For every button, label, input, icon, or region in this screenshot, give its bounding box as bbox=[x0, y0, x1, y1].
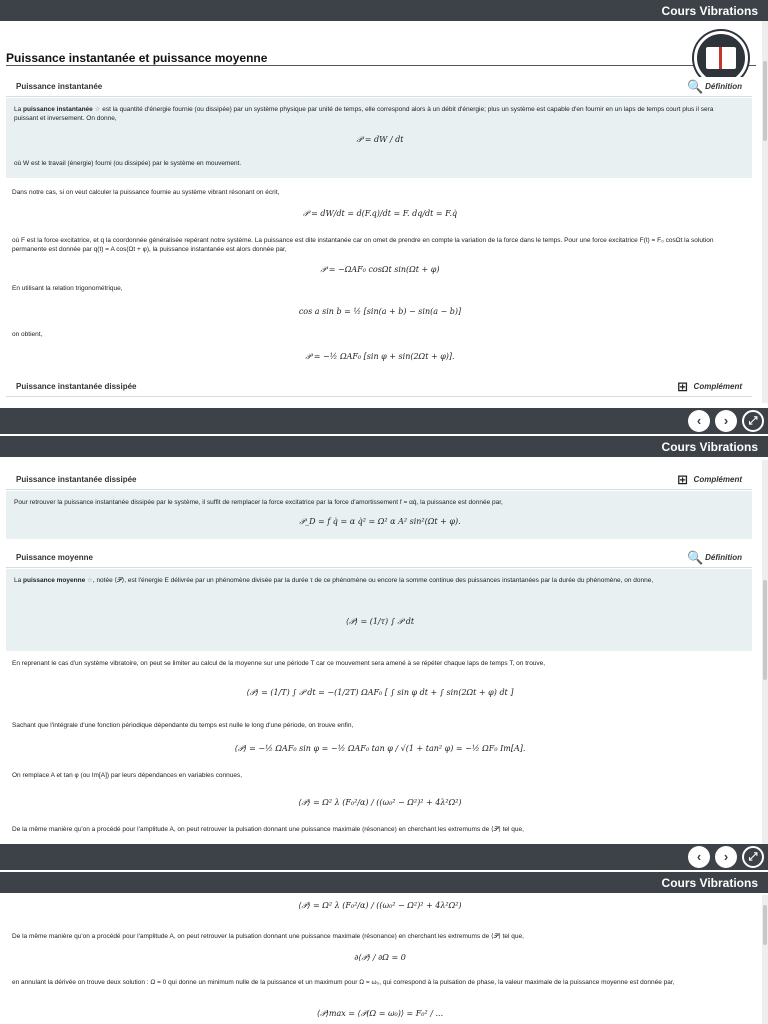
paragraph: où F est la force excitatrice, et q la coordonnée généralisée repérant notre système. La puissance est dite instantanée car on omet de prendre en compte la variation de la force dans le temps. Pour une force excitatrice F(t) = F₀ cosΩt la solution permanente est donnée par q(t) = A cos(Ωt + φ), la puissance instantanée est alors donnée par, bbox=[12, 237, 714, 253]
equation: ⟨𝒫⟩ = −½ ΩAF₀ sin φ = −½ ΩAF₀ tan φ / √(1 + tan² φ) = −½ ΩF₀ Im[A]. bbox=[234, 744, 526, 753]
paragraph: où W est le travail (énergie) fourni (ou dissipée) par le système en mouvement. bbox=[14, 160, 242, 167]
app-title: Cours Vibrations bbox=[661, 4, 758, 18]
box-label: Puissance instantanée dissipée bbox=[16, 475, 137, 484]
previous-page-button[interactable]: ‹ bbox=[688, 410, 710, 432]
box-body-complement bbox=[6, 491, 752, 539]
equation: 𝒫 = dW/dt = d(F.q)/dt = F. dq/dt = F.q̇ bbox=[302, 209, 458, 218]
fullscreen-button[interactable]: ⤢ bbox=[742, 410, 764, 432]
equation: ⟨𝒫⟩ = Ω² λ (F₀²/α) / ((ω₀² − Ω²)² + 4λ²Ω²) bbox=[298, 901, 462, 910]
paragraph: Sachant que l'intégrale d'une fonction périodique dépendante du temps est nulle le long d'une période, on trouve enfin, bbox=[12, 722, 354, 729]
equation: ⟨𝒫⟩ = (1/T) ∫ 𝒫 dt = −(1/2T) ΩAF₀ [ ∫ sin φ dt + ∫ sin(2Ωt + φ) dt ] bbox=[246, 688, 514, 697]
equation: 𝒫 = dW / dt bbox=[356, 135, 404, 144]
box-body-definition bbox=[6, 98, 752, 178]
box-header-definition bbox=[6, 548, 752, 568]
complement-tag[interactable]: ⊞ Complément bbox=[677, 379, 742, 394]
scrollbar[interactable] bbox=[762, 460, 768, 844]
magnifier-icon: 🔍 bbox=[687, 550, 704, 565]
page-title: Puissance instantanée et puissance moyenne bbox=[6, 51, 268, 65]
paragraph: En utilisant la relation trigonométrique, bbox=[12, 285, 123, 292]
box-label: Puissance instantanée bbox=[16, 82, 103, 91]
box-header-complement bbox=[6, 470, 752, 490]
magnifier-icon: 🔍 bbox=[687, 79, 704, 94]
box-label: Puissance moyenne bbox=[16, 553, 93, 562]
box-header-complement bbox=[6, 377, 752, 397]
previous-page-button[interactable]: ‹ bbox=[688, 846, 710, 868]
page-panel-3[interactable] bbox=[0, 895, 768, 1024]
paragraph: De la même manière qu'on a procédé pour l'amplitude A, on peut retrouver la pulsation donnant une puissance maximale (résonance) en cherchant les extremums de ⟨𝒫⟩ tel que, bbox=[12, 933, 524, 940]
equation: ⟨𝒫⟩max = ⟨𝒫(Ω = ω₀)⟩ = F₀² / ... bbox=[316, 1009, 444, 1018]
definition-tag[interactable]: 🔍 Définition bbox=[687, 79, 742, 94]
paragraph: On remplace A et tan φ (ou Im[A]) par leurs dépendances en variables connues, bbox=[12, 772, 243, 779]
page-panel-2[interactable] bbox=[0, 460, 768, 844]
paragraph: on obtient, bbox=[12, 331, 43, 338]
box-header-definition bbox=[6, 77, 752, 97]
equation: 𝒫 = −½ ΩAF₀ [sin φ + sin(2Ωt + φ)]. bbox=[305, 352, 455, 361]
equation: 𝒫_D = f q̇ = α q̇² = Ω² α A² sin²(Ωt + φ). bbox=[299, 517, 461, 526]
definition-tag[interactable]: 🔍 Définition bbox=[687, 550, 742, 565]
paragraph: La puissance moyenne ☆, notée ⟨𝒫⟩, est l'énergie E délivrée par un phénomène divisée par la durée τ de ce phénomène ou encore la somme continue des puissances instantanées par la durée du phénomène, on donne, bbox=[14, 577, 654, 584]
scrollbar[interactable] bbox=[762, 895, 768, 1024]
equation: ∂⟨𝒫⟩ / ∂Ω = 0 bbox=[354, 953, 406, 962]
add-document-icon: ⊞ bbox=[677, 472, 688, 487]
complement-tag[interactable]: ⊞ Complément bbox=[677, 472, 742, 487]
fullscreen-button[interactable]: ⤢ bbox=[742, 846, 764, 868]
scrollbar[interactable] bbox=[762, 21, 768, 403]
page-panel-1[interactable] bbox=[0, 21, 768, 403]
next-page-button[interactable]: › bbox=[715, 846, 737, 868]
paragraph: En reprenant le cas d'un système vibratoire, on peut se limiter au calcul de la moyenne sur une période T car ce mouvement sera amené à se répéter chaque laps de temps T, on trouve, bbox=[12, 660, 546, 667]
paragraph: en annulant la dérivée on trouve deux solution : Ω = 0 qui donne un minimum nulle de la puissance et un maximum pour Ω = ω₀, qui correspond à la pulsation de phase, la valeur maximale de la puissance moyenne est donnée par, bbox=[12, 979, 675, 986]
box-body-definition bbox=[6, 569, 752, 651]
app-title: Cours Vibrations bbox=[661, 440, 758, 454]
box-label: Puissance instantanée dissipée bbox=[16, 382, 137, 391]
title-bar-3 bbox=[0, 872, 768, 893]
paragraph: Pour retrouver la puissance instantanée dissipée par le système, il suffit de remplacer la force excitatrice par la force d'amortissement f = αq̇, la puissance est donnée par, bbox=[14, 499, 503, 506]
paragraph: La puissance instantanée ☆ est la quantité d'énergie fournie (ou dissipée) par un système physique par unité de temps, elle correspond alors à un débit d'énergie; plus un système est capable d'en fournir en un laps de temps court plus il sera puissant et inversement. On donne, bbox=[14, 106, 714, 122]
title-bar-2 bbox=[0, 436, 768, 457]
equation: ⟨𝒫⟩ = (1/τ) ∫ 𝒫 dt bbox=[345, 617, 415, 626]
next-page-button[interactable]: › bbox=[715, 410, 737, 432]
paragraph: Dans notre cas, si on veut calculer la puissance fournie au système vibrant résonant on écrit, bbox=[12, 189, 280, 196]
nav-bar-2 bbox=[0, 844, 768, 870]
equation: 𝒫 = −ΩAF₀ cosΩt sin(Ωt + φ) bbox=[320, 265, 440, 274]
equation: ⟨𝒫⟩ = Ω² λ (F₀²/α) / ((ω₀² − Ω²)² + 4λ²Ω²) bbox=[298, 798, 462, 807]
add-document-icon: ⊞ bbox=[677, 379, 688, 394]
title-bar-1 bbox=[0, 0, 768, 21]
paragraph: De la même manière qu'on a procédé pour l'amplitude A, on peut retrouver la pulsation donnant une puissance maximale (résonance) en cherchant les extremums de ⟨𝒫⟩ tel que, bbox=[12, 826, 524, 833]
nav-bar-1 bbox=[0, 408, 768, 434]
title-divider bbox=[6, 65, 756, 66]
equation: cos a sin b = ½ [sin(a + b) − sin(a − b)] bbox=[298, 307, 462, 316]
app-title: Cours Vibrations bbox=[661, 876, 758, 890]
